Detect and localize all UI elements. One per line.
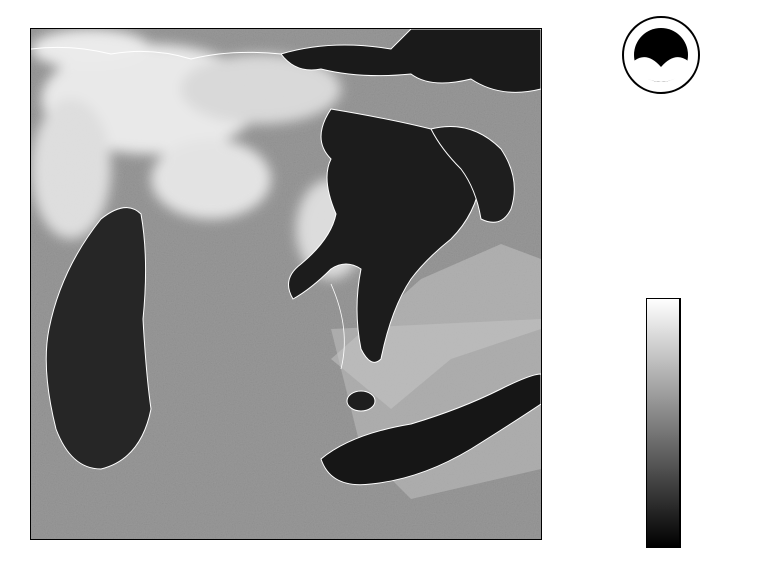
reflectance-colorbar <box>646 298 680 548</box>
colorbar-axis <box>680 298 681 548</box>
great-lakes-map-svg <box>31 29 541 539</box>
lake-st-clair <box>347 391 375 411</box>
satellite-image-map <box>30 28 542 540</box>
noaa-logo <box>621 15 701 95</box>
